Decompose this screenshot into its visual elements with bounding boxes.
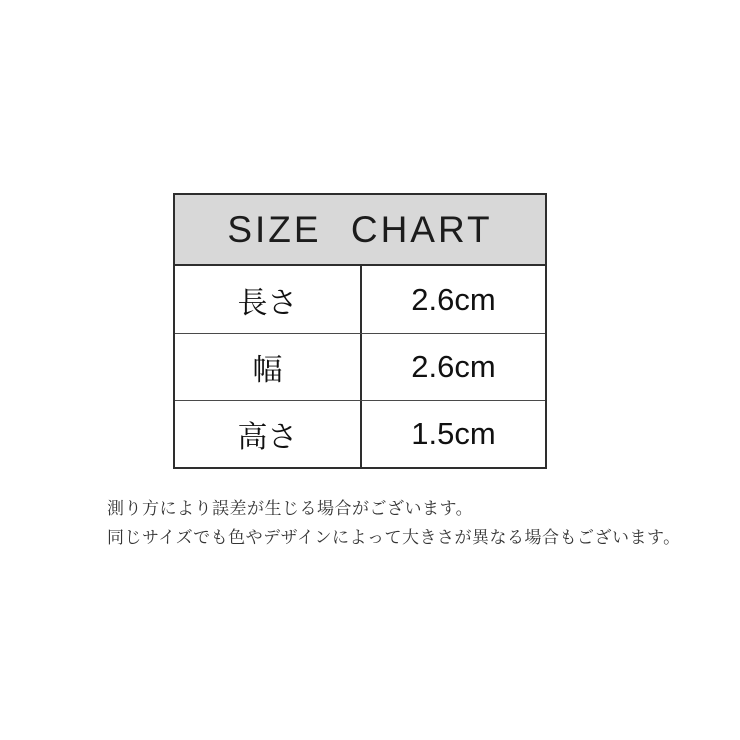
row-value-height: 1.5cm xyxy=(411,416,496,451)
table-row xyxy=(175,333,545,400)
disclaimer-line-2: 同じサイズでも色やデザインによって大きさが異なる場合もございます。 xyxy=(107,528,681,547)
row-label-length: 長さ xyxy=(175,266,362,333)
row-value-width: 2.6cm xyxy=(411,349,496,384)
disclaimer-line-1: 測り方により誤差が生じる場合がございます。 xyxy=(107,499,474,518)
table-row xyxy=(175,400,545,467)
row-value-length: 2.6cm xyxy=(411,281,496,317)
row-label-width: 幅 xyxy=(175,334,362,400)
row-label-height: 高さ xyxy=(175,401,362,467)
table-row xyxy=(175,266,545,333)
size-chart-title: SIZE CHART xyxy=(175,195,545,266)
disclaimer-notes xyxy=(107,494,681,552)
size-chart-table xyxy=(173,193,547,469)
